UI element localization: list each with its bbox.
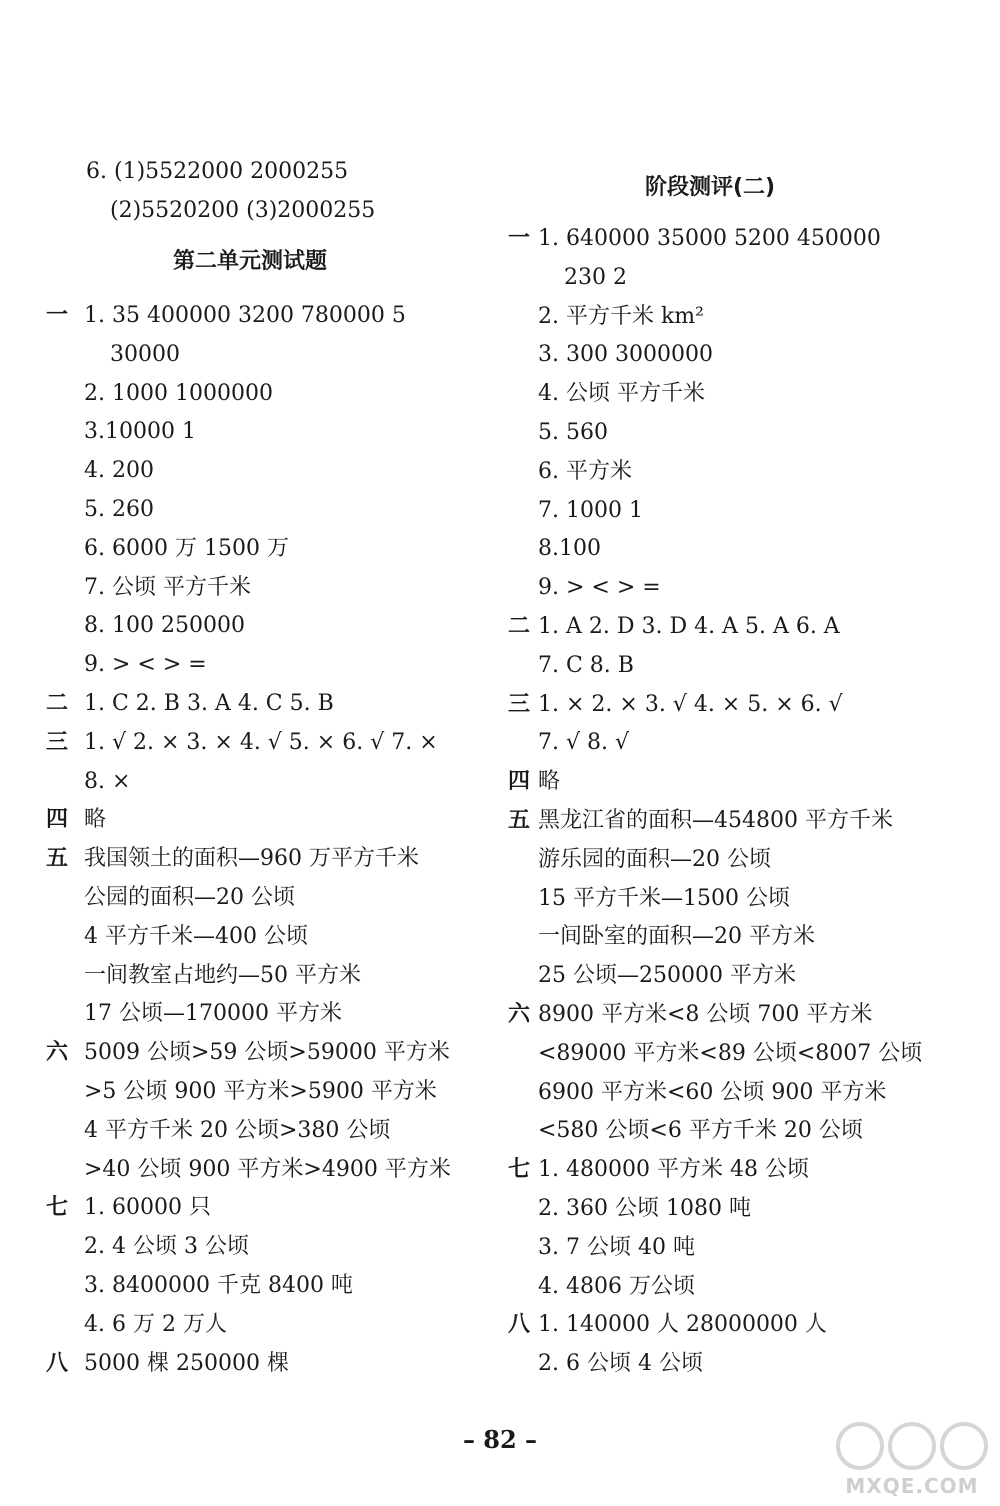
answer-item: 30000 [110, 341, 180, 367]
section-number: 六 [46, 1040, 69, 1066]
section-number: 三 [46, 729, 69, 755]
section-number: 四 [46, 807, 69, 833]
section-number: 七 [508, 1157, 531, 1183]
answer-item: 8.100 [538, 536, 601, 562]
answer-item: 230 2 [564, 264, 627, 290]
section-number: 五 [46, 846, 69, 872]
answer-item: 25 公顷—250000 平方米 [538, 963, 796, 989]
answer-item: 1. √ 2. × 3. × 4. √ 5. × 6. √ 7. × [84, 729, 438, 755]
watermark-logo [832, 1418, 992, 1498]
answer-item: 6. 6000 万 1500 万 [84, 535, 289, 561]
section-number: 五 [508, 808, 531, 833]
section-title-stage-review: 阶段测评(二) [644, 175, 776, 200]
section-number: 七 [46, 1195, 69, 1221]
answer-item: 1. 140000 人 28000000 人 [538, 1312, 827, 1338]
answer-item: >5 公顷 900 平方米>5900 平方米 [84, 1079, 437, 1104]
answer-item: 1. A 2. D 3. D 4. A 5. A 6. A [538, 614, 840, 639]
answer-item: 2. 平方千米 km² [538, 303, 704, 329]
answer-item: 1. 640000 35000 5200 450000 [538, 226, 881, 251]
answer-item: 7. 1000 1 [538, 497, 643, 523]
page-number: – 82 – [462, 1425, 538, 1454]
answer-item: 游乐园的面积—20 公顷 [538, 846, 771, 872]
answer-item: 2. 6 公顷 4 公顷 [538, 1351, 703, 1377]
answer-item: 我国领土的面积—960 万平方千米 [84, 846, 419, 872]
answer-item: >40 公顷 900 平方米>4900 平方米 [84, 1156, 451, 1182]
answer-item: 1. 35 400000 3200 780000 5 [84, 303, 406, 328]
answer-item: <89000 平方米<89 公顷<8007 公顷 [538, 1040, 923, 1066]
answer-item: 2. 360 公顷 1080 吨 [538, 1196, 751, 1221]
answer-item: 略 [538, 769, 561, 795]
answer-item: 2. 4 公顷 3 公顷 [84, 1234, 249, 1260]
answer-item: (2)5520200 (3)2000255 [110, 198, 376, 223]
answer-item: 4 平方千米 20 公顷>380 公顷 [84, 1117, 391, 1143]
answer-item: 3.10000 1 [84, 419, 196, 445]
answer-item: 1. 60000 只 [84, 1195, 211, 1221]
section-number: 八 [508, 1312, 531, 1338]
answer-item: 公园的面积—20 公顷 [84, 885, 295, 910]
answer-item: 2. 1000 1000000 [84, 380, 273, 406]
answer-item: 1. × 2. × 3. √ 4. × 5. × 6. √ [538, 691, 843, 717]
answer-item: 8. 100 250000 [84, 613, 245, 639]
watermark-icon [832, 1418, 992, 1474]
answer-item: 8. × [84, 768, 131, 794]
answer-item: 1. 480000 平方米 48 公顷 [538, 1157, 809, 1183]
answer-item: 9. > < > = [538, 575, 661, 601]
watermark-text: MXQE.COM [845, 1474, 979, 1498]
answer-item: 5000 棵 250000 棵 [84, 1350, 289, 1376]
answer-item: 3. 300 3000000 [538, 342, 713, 368]
answer-item: 4 平方千米—400 公顷 [84, 923, 308, 949]
answer-item: 8900 平方米<8 公顷 700 平方米 [538, 1002, 873, 1027]
answer-item: 5. 260 [84, 497, 154, 522]
answer-item: 6. (1)5522000 2000255 [86, 159, 349, 184]
answer-item: 4. 200 [84, 458, 154, 484]
answer-item: 一间卧室的面积—20 平方米 [538, 924, 815, 950]
answer-item: 略 [84, 807, 107, 833]
section-number: 三 [508, 691, 531, 717]
answer-item: 1. C 2. B 3. A 4. C 5. B [84, 691, 334, 716]
section-number: 四 [508, 769, 531, 795]
answer-item: 一间教室占地约—50 平方米 [84, 962, 361, 988]
answer-item: 5009 公顷>59 公顷>59000 平方米 [84, 1040, 450, 1066]
answer-item: 9. > < > = [84, 652, 207, 678]
answer-item: 15 平方千米—1500 公顷 [538, 885, 790, 911]
answer-item: 3. 7 公顷 40 吨 [538, 1234, 695, 1260]
section-number: 一 [508, 226, 531, 251]
answer-item: 5. 560 [538, 420, 608, 445]
section-number: 二 [46, 691, 69, 716]
answer-item: 3. 8400000 千克 8400 吨 [84, 1273, 353, 1298]
answer-item: 4. 6 万 2 万人 [84, 1311, 227, 1337]
section-number: 八 [46, 1350, 69, 1376]
section-number: 一 [46, 303, 69, 328]
answer-item: 黑龙江省的面积—454800 平方千米 [538, 808, 893, 833]
answer-item: 4. 4806 万公顷 [538, 1273, 695, 1299]
section-title-unit-test: 第二单元测试题 [172, 249, 327, 274]
section-number: 二 [508, 614, 531, 639]
answer-item: 6900 平方米<60 公顷 900 平方米 [538, 1079, 887, 1105]
answer-item: 7. C 8. B [538, 652, 634, 678]
answer-item: 7. √ 8. √ [538, 730, 629, 756]
answer-item: 6. 平方米 [538, 458, 632, 484]
answer-item: <580 公顷<6 平方千米 20 公顷 [538, 1118, 863, 1144]
answer-item: 4. 公顷 平方千米 [538, 381, 705, 407]
answer-item: 17 公顷—170000 平方米 [84, 1001, 342, 1027]
answer-item: 7. 公顷 平方千米 [84, 574, 251, 600]
section-number: 六 [508, 1002, 531, 1027]
